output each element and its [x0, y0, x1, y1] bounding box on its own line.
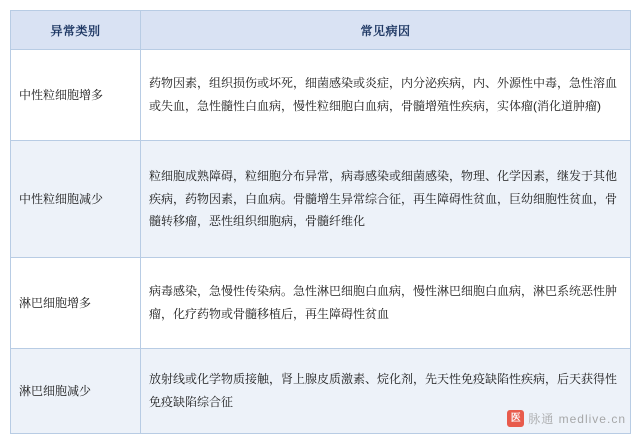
cell-category: 淋巴细胞增多: [11, 258, 141, 349]
cell-category: 中性粒细胞减少: [11, 141, 141, 258]
cell-category: 淋巴细胞减少: [11, 349, 141, 434]
watermark: [507, 410, 626, 427]
table-row: [11, 258, 631, 349]
table-header: [11, 11, 631, 50]
cell-cause: 病毒感染，急慢性传染病。急性淋巴细胞白血病，慢性淋巴细胞白血病，淋巴系统恶性肿瘤，化疗药物或骨髓移植后，再生障碍性贫血: [141, 258, 631, 349]
header-cell-cause: 常见病因: [141, 11, 631, 50]
table-header-row: [11, 11, 631, 50]
cell-category: 中性粒细胞增多: [11, 50, 141, 141]
table-body: [11, 50, 631, 434]
cell-cause: 粒细胞成熟障碍，粒细胞分布异常，病毒感染或细菌感染，物理、化学因素，继发于其他疾病，药物因素，白血病。骨髓增生异常综合征，再生障碍性贫血，巨幼细胞性贫血，骨髓转移瘤，恶性组织细胞病，骨髓纤维化: [141, 141, 631, 258]
medlive-logo-icon: 医: [507, 410, 524, 427]
abnormality-cause-table: [10, 10, 631, 434]
watermark-label: 脉通 medlive.cn: [528, 412, 626, 426]
cell-cause: 药物因素，组织损伤或坏死，细菌感染或炎症，内分泌疾病，内、外源性中毒，急性溶血或失血，急性髓性白血病，慢性粒细胞白血病，骨髓增殖性疾病，实体瘤(消化道肿瘤): [141, 50, 631, 141]
table-row: [11, 50, 631, 141]
cell-cause: 放射线或化学物质接触，肾上腺皮质激素、烷化剂，先天性免疫缺陷性疾病，后天获得性免疫缺陷综合征: [141, 349, 631, 434]
table-row: [11, 141, 631, 258]
header-cell-category: 异常类别: [11, 11, 141, 50]
